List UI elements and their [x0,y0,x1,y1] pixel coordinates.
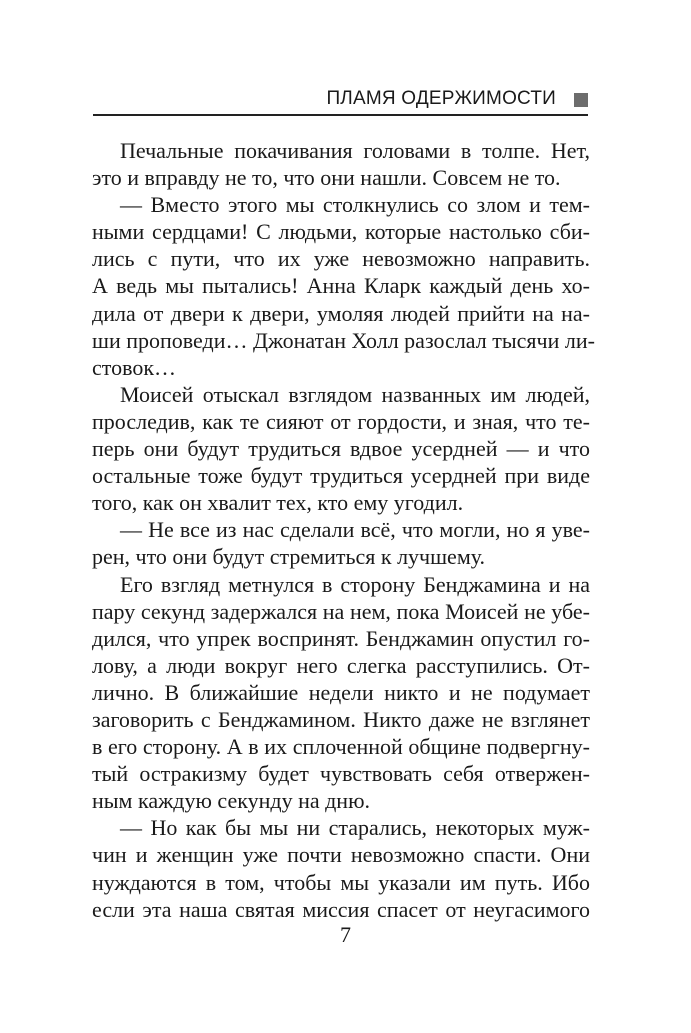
text-line: лись с пути, что их уже невозможно направить. [92,246,590,272]
text-line: остальные тоже будут трудиться усердней при виде [92,463,590,489]
text-line: лову, а люди вокруг него слегка расступились. От- [92,652,590,678]
running-header [93,84,588,116]
text-line: Моисей отыскал взглядом названных им людей, [120,381,590,407]
text-line: пару секунд задержался на нем, пока Моисей не убе- [92,598,590,624]
text-line: — Вместо этого мы столкнулись со злом и тем- [120,192,590,218]
text-line: нуждаются в том, чтобы мы указали им путь. Ибо [92,869,590,895]
text-line: дился, что упрек воспринят. Бенджамин опустил го- [92,625,590,651]
text-line: — Но как бы мы ни старались, некоторых муж- [120,815,590,841]
text-line: Печальные покачивания головами в толпе. Нет, [120,138,590,163]
text-line: это и вправду не то, что они нашли. Совсем не то. [92,165,561,191]
text-line: А ведь мы пытались! Анна Кларк каждый день хо- [92,273,590,299]
text-line: заговорить с Бенджамином. Никто даже не взглянет [92,706,590,732]
text-line: проследив, как те сияют от гордости, и зная, что те- [92,408,590,434]
text-line: рен, что они будут стремиться к лучшему. [92,544,486,570]
running-title: ПЛАМЯ ОДЕРЖИМОСТИ [326,88,556,109]
text-line: ными сердцами! С людьми, которые настолько сби- [92,219,590,245]
text-line: того, как он хвалит тех, кто ему угодил. [92,490,464,516]
text-line: чин и женщин уже почти невозможно спасти. Они [92,842,590,868]
text-line: ши проповеди… Джонатан Холл разослал тысячи ли- [92,327,595,353]
text-line: Его взгляд метнулся в сторону Бенджамина и на [120,571,590,597]
text-line: перь они будут трудиться вдвое усердней — и что [92,436,590,462]
text-line: если эта наша святая миссия спасет от неугасимого [92,896,590,922]
text-line: лично. В ближайшие недели никто и не подумает [92,679,590,705]
page-number: 7 [340,922,351,947]
text-line: в его сторону. А в их сплоченной общине подвергну- [92,734,590,760]
text-line: — Не все из нас сделали всё, что могли, но я уве- [120,517,590,543]
body-text [92,137,595,923]
text-line: стовок… [92,354,177,380]
text-line: тый остракизму будет чувствовать себя отвержен- [92,761,590,787]
square-icon [574,93,588,107]
text-line: ным каждую секунду на дню. [92,788,371,814]
text-line: дила от двери к двери, умоляя людей прийти на на- [92,300,590,326]
